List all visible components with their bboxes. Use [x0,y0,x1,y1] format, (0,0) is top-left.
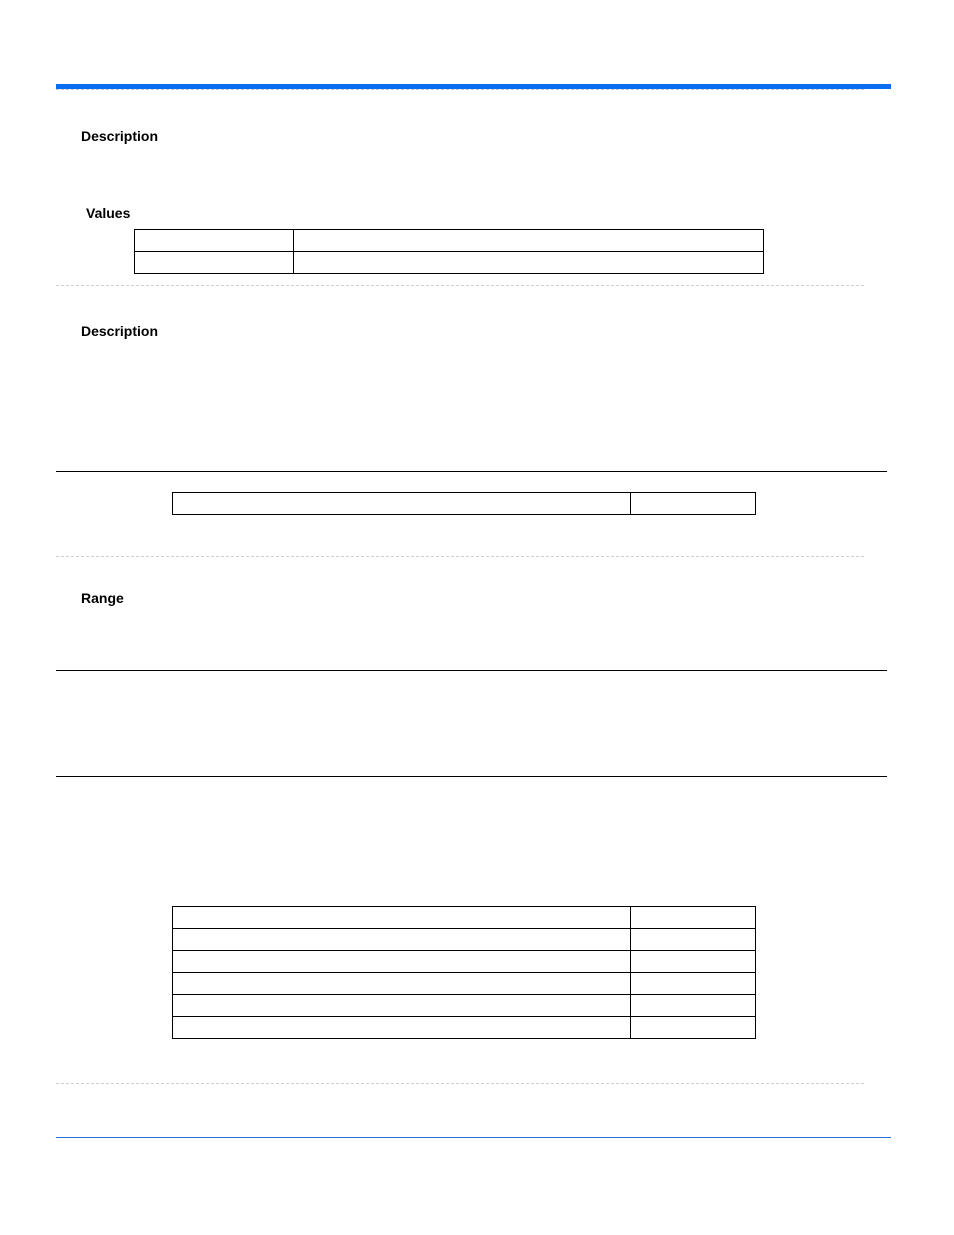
section-1-values-heading: Values [86,205,131,221]
table-row [173,951,756,973]
table-top-rule [56,471,887,472]
footer-rule [56,1137,891,1138]
table-cell [173,951,631,973]
table-cell [631,1017,756,1039]
table-row [173,907,756,929]
table-row [135,252,764,274]
table-cell [173,1017,631,1039]
table-row [173,929,756,951]
table-cell [294,230,764,252]
section-3-range-heading: Range [81,590,124,606]
table-cell [173,493,631,515]
section-separator [56,285,864,286]
table-cell [631,493,756,515]
range-rule-top [56,670,887,671]
table-cell [173,929,631,951]
table-cell [631,973,756,995]
table-row [173,493,756,515]
header-dashed-rule [56,89,864,90]
range-rule-bottom [56,776,887,777]
section-1-description-heading: Description [81,128,159,144]
table-cell [173,973,631,995]
table-row [135,230,764,252]
table-row [173,973,756,995]
single-row-table [172,492,756,515]
section-separator [56,556,864,557]
table-cell [631,995,756,1017]
table-cell [173,995,631,1017]
table-cell [294,252,764,274]
table-cell [135,230,294,252]
table-row [173,995,756,1017]
table-cell [631,951,756,973]
table-cell [135,252,294,274]
table-cell [173,907,631,929]
table-row [173,1017,756,1039]
values-table [134,229,764,274]
section-2-description-heading: Description [81,323,159,339]
section-separator [56,1083,864,1084]
table-cell [631,907,756,929]
table-cell [631,929,756,951]
range-table [172,906,756,1039]
